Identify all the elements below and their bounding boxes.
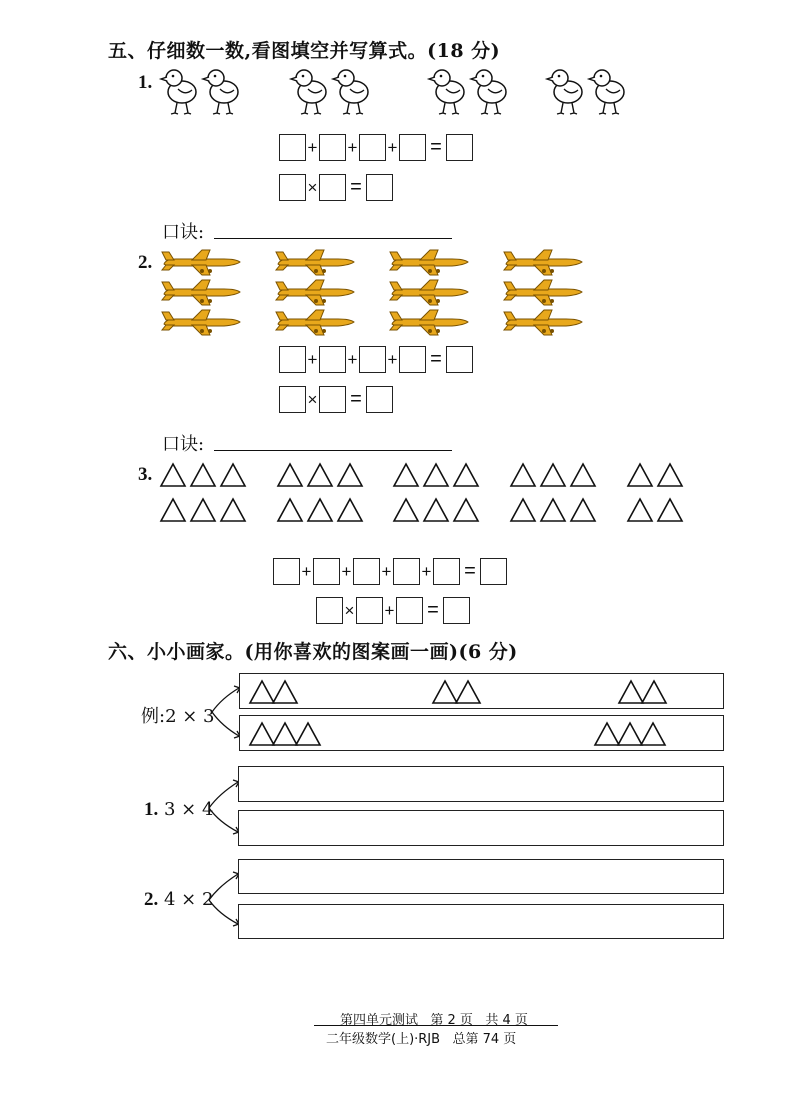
- airplane-icon: [276, 310, 354, 335]
- answer-box[interactable]: [279, 346, 306, 373]
- draw-q1-expression: 3 × 4: [163, 799, 214, 820]
- triangle-icon: [161, 499, 185, 521]
- q1-number: 1.: [138, 72, 153, 93]
- triangle-icon: [454, 464, 478, 486]
- example-row-1: [239, 673, 724, 709]
- chick-icon: [589, 70, 624, 114]
- triangle-icon: [595, 723, 619, 745]
- triangle-icon: [454, 499, 478, 521]
- triangle-icon: [308, 499, 332, 521]
- triangle-icon: [511, 464, 535, 486]
- draw-q2-row-1[interactable]: [238, 859, 724, 894]
- answer-box[interactable]: [313, 558, 340, 585]
- answer-box[interactable]: [356, 597, 383, 624]
- section5-title: 五、仔细数一数,看图填空并写算式。(18 分): [108, 40, 501, 62]
- equals-sign: =: [430, 136, 442, 158]
- q2-addition-equation: [279, 346, 473, 373]
- q1-multiplication-equation: [279, 174, 393, 201]
- airplane-icon: [162, 280, 240, 305]
- airplane-icon: [504, 250, 582, 275]
- q2-multiplication-equation: [279, 386, 393, 413]
- plus-sign: +: [307, 137, 318, 157]
- answer-box[interactable]: [399, 346, 426, 373]
- airplane-icon: [504, 310, 582, 335]
- answer-box[interactable]: [443, 597, 470, 624]
- answer-box[interactable]: [319, 386, 346, 413]
- chick-icon: [471, 70, 506, 114]
- answer-box[interactable]: [480, 558, 507, 585]
- q2-koujue-blank[interactable]: [214, 450, 452, 451]
- plus-sign: +: [301, 561, 312, 581]
- plus-sign: +: [347, 349, 358, 369]
- triangle-icon: [658, 499, 682, 521]
- example-row-2-drawing: [240, 716, 725, 752]
- answer-box[interactable]: [393, 558, 420, 585]
- equals-sign: =: [464, 560, 476, 582]
- answer-box[interactable]: [433, 558, 460, 585]
- triangle-icon: [658, 464, 682, 486]
- chick-icon: [429, 70, 464, 114]
- footer-line-1: 第四单元测试 第 2 页 共 4 页: [340, 1013, 528, 1028]
- airplane-icon: [162, 310, 240, 335]
- footer-line-2: 二年级数学(上)·RJB 总第 74 页: [326, 1032, 517, 1047]
- answer-box[interactable]: [396, 597, 423, 624]
- triangle-icon: [338, 499, 362, 521]
- chick-icon: [333, 70, 368, 114]
- triangle-icon: [394, 499, 418, 521]
- answer-box[interactable]: [319, 134, 346, 161]
- draw-q1-row-1[interactable]: [238, 766, 724, 802]
- times-sign: ×: [307, 389, 318, 409]
- airplane-icon: [276, 250, 354, 275]
- draw-q1-label: [144, 799, 213, 821]
- draw-q2-number: 2.: [144, 889, 159, 910]
- plus-sign: +: [387, 137, 398, 157]
- plus-sign: +: [421, 561, 432, 581]
- answer-box[interactable]: [316, 597, 343, 624]
- airplane-icon: [504, 280, 582, 305]
- draw-q1-number: 1.: [144, 799, 159, 820]
- answer-box[interactable]: [319, 346, 346, 373]
- plus-sign: +: [384, 600, 395, 620]
- triangle-icon: [278, 499, 302, 521]
- triangle-icon: [571, 464, 595, 486]
- footer-divider: [314, 1025, 558, 1026]
- equals-sign: =: [430, 348, 442, 370]
- answer-box[interactable]: [279, 174, 306, 201]
- example-label: 例:2 × 3: [141, 706, 215, 727]
- example-row-2: [239, 715, 724, 751]
- q1-koujue-blank[interactable]: [214, 238, 452, 239]
- chick-icon: [547, 70, 582, 114]
- triangle-icon: [394, 464, 418, 486]
- plus-sign: +: [307, 349, 318, 369]
- triangle-icon: [571, 499, 595, 521]
- triangle-icon: [433, 681, 457, 703]
- triangle-icon: [424, 499, 448, 521]
- triangle-group: [160, 463, 700, 527]
- triangle-icon: [628, 464, 652, 486]
- section6-title: 六、小小画家。(用你喜欢的图案画一画)(6 分): [108, 641, 518, 663]
- triangle-icon: [308, 464, 332, 486]
- triangle-icon: [641, 723, 665, 745]
- triangle-icon: [221, 464, 245, 486]
- triangle-icon: [273, 723, 297, 745]
- plus-sign: +: [347, 137, 358, 157]
- triangle-icon: [424, 464, 448, 486]
- chick-icon: [203, 70, 238, 114]
- answer-box[interactable]: [366, 386, 393, 413]
- times-sign: ×: [344, 600, 355, 620]
- airplane-group: [162, 250, 582, 336]
- q3-mixed-equation: [316, 597, 470, 624]
- airplane-icon: [276, 280, 354, 305]
- draw-q1-row-2[interactable]: [238, 810, 724, 846]
- triangle-row-1: [161, 464, 682, 486]
- answer-box[interactable]: [399, 134, 426, 161]
- plus-sign: +: [381, 561, 392, 581]
- q3-addition-equation: [273, 558, 507, 585]
- answer-box[interactable]: [279, 386, 306, 413]
- plus-sign: +: [341, 561, 352, 581]
- triangle-row-2: [161, 499, 682, 521]
- airplane-icon: [390, 310, 468, 335]
- triangle-icon: [338, 464, 362, 486]
- q1-addition-equation: [279, 134, 473, 161]
- triangle-icon: [250, 723, 274, 745]
- airplane-icon: [390, 250, 468, 275]
- plus-sign: +: [387, 349, 398, 369]
- triangle-icon: [273, 681, 297, 703]
- triangle-icon: [456, 681, 480, 703]
- triangle-icon: [278, 464, 302, 486]
- q3-number: 3.: [138, 464, 153, 485]
- chick-icon: [291, 70, 326, 114]
- draw-q2-expression: 4 × 2: [163, 889, 214, 910]
- equals-sign: =: [350, 176, 362, 198]
- example-row-1-drawing: [240, 674, 725, 710]
- triangle-icon: [628, 499, 652, 521]
- answer-box[interactable]: [446, 134, 473, 161]
- equals-sign: =: [427, 599, 439, 621]
- answer-box[interactable]: [319, 174, 346, 201]
- airplane-icon: [162, 250, 240, 275]
- q2-koujue-label: 口诀:: [162, 434, 205, 455]
- times-sign: ×: [307, 177, 318, 197]
- triangle-icon: [221, 499, 245, 521]
- triangle-icon: [191, 464, 215, 486]
- draw-q2-row-2[interactable]: [238, 904, 724, 939]
- triangle-icon: [511, 499, 535, 521]
- answer-box[interactable]: [279, 134, 306, 161]
- triangle-icon: [191, 499, 215, 521]
- triangle-icon: [161, 464, 185, 486]
- answer-box[interactable]: [359, 346, 386, 373]
- draw-q2-label: [144, 889, 213, 911]
- triangle-icon: [642, 681, 666, 703]
- answer-box[interactable]: [353, 558, 380, 585]
- answer-box[interactable]: [359, 134, 386, 161]
- triangle-icon: [541, 499, 565, 521]
- equals-sign: =: [350, 388, 362, 410]
- triangle-icon: [618, 723, 642, 745]
- chick-icon: [161, 70, 196, 114]
- triangle-icon: [296, 723, 320, 745]
- answer-box[interactable]: [273, 558, 300, 585]
- triangle-icon: [250, 681, 274, 703]
- triangle-icon: [619, 681, 643, 703]
- chick-group: [160, 66, 640, 122]
- airplane-icon: [390, 280, 468, 305]
- triangle-icon: [541, 464, 565, 486]
- answer-box[interactable]: [366, 174, 393, 201]
- answer-box[interactable]: [446, 346, 473, 373]
- q2-number: 2.: [138, 252, 153, 273]
- q1-koujue-label: 口诀:: [162, 222, 205, 243]
